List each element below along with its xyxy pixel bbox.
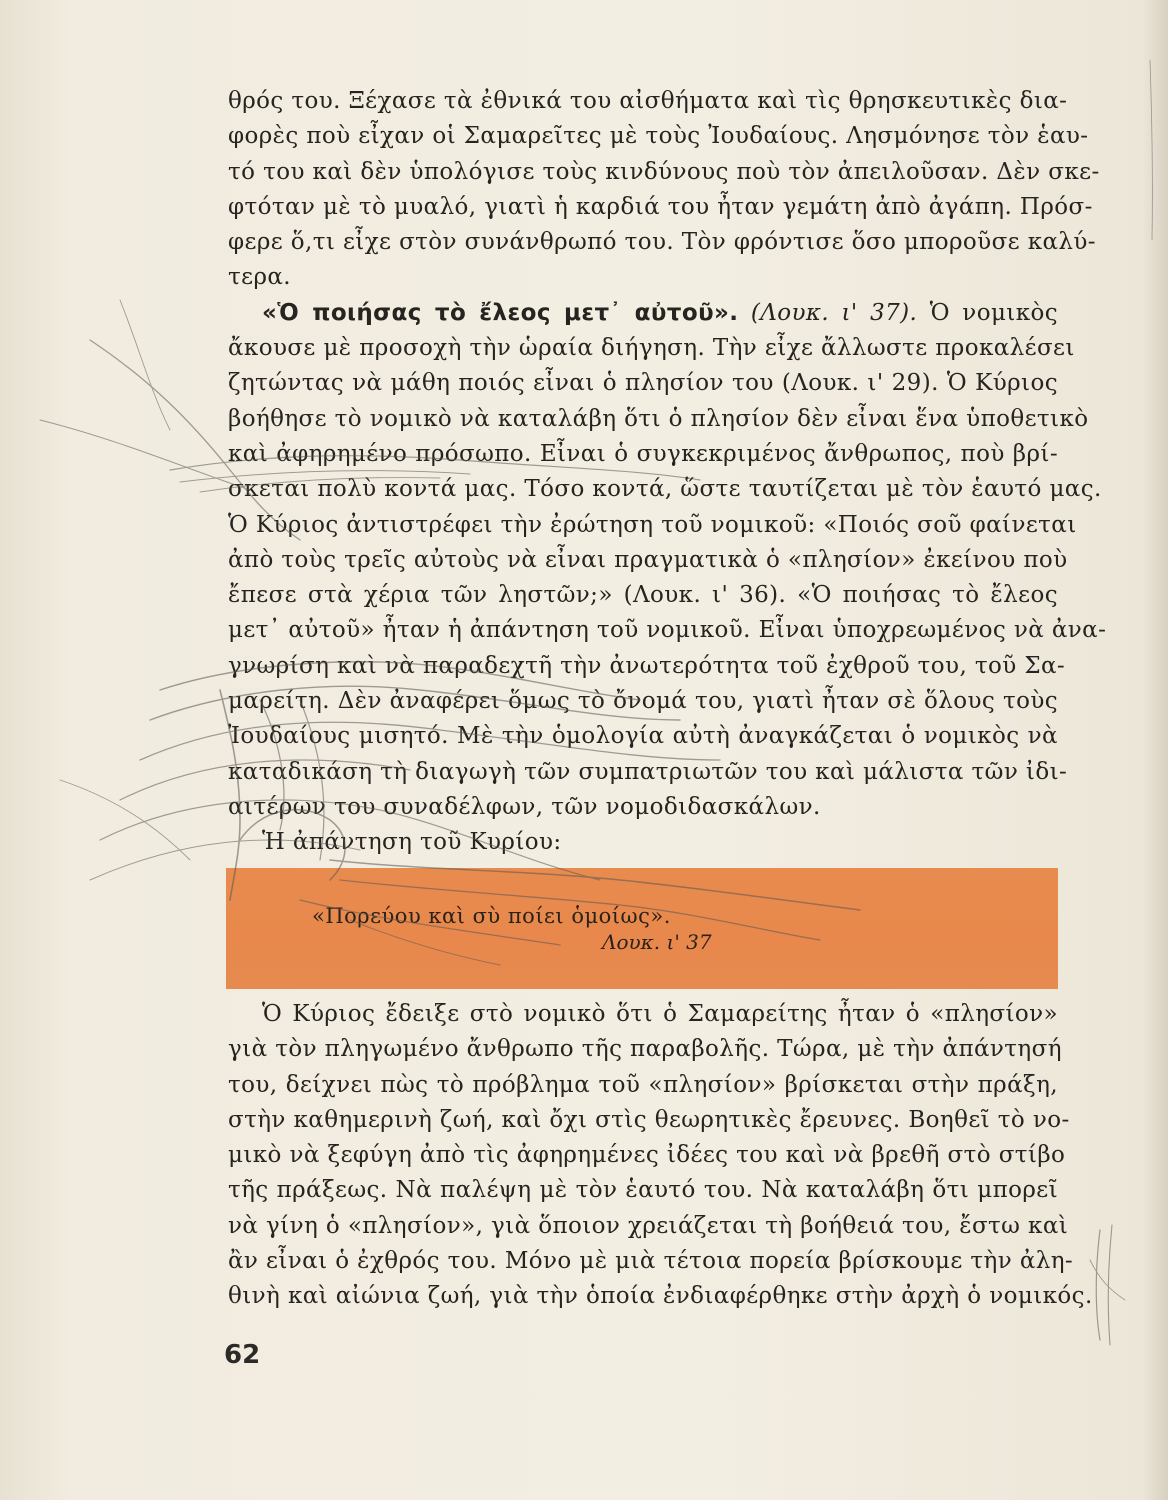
text-line: Ἰουδαίους μισητό. Μὲ τὴν ὁμολογία αὐτὴ ἀναγκάζεται ὁ νομικὸς νὰ (228, 723, 1058, 750)
text-line: μικὸ νὰ ξεφύγη ἀπὸ τὶς ἀφηρημένες ἰδέες του καὶ νὰ βρεθῆ στὸ στίβο (228, 1142, 1066, 1169)
text-line: σκεται πολὺ κοντά μας. Τόσο κοντά, ὥστε ταυτίζεται μὲ τὸν ἑαυτό μας. (228, 476, 1102, 503)
text-line: ἀπὸ τοὺς τρεῖς αὐτοὺς νὰ εἶναι πραγματικὰ ὁ «πλησίον» ἐκείνου ποὺ (228, 546, 1068, 573)
section-heading-line (228, 296, 1058, 331)
text-line: Ὁ Κύριος ἀντιστρέφει τὴν ἐρώτηση τοῦ νομικοῦ: «Ποιός σοῦ φαίνεται (228, 511, 1077, 538)
text-line: μαρείτη. Δὲν ἀναφέρει ὅμως τὸ ὄνομά του, γιατὶ ἦταν σὲ ὅλους τοὺς (228, 688, 1058, 715)
main-text-lower (228, 997, 1093, 1315)
text-line: τό του καὶ δὲν ὑπολόγισε τοὺς κινδύνους ποὺ τὸν ἀπειλοῦσαν. Δὲν σκε- (228, 158, 1100, 185)
text-line: του, δείχνει πὼς τὸ πρόβλημα τοῦ «πλησίον» βρίσκεται στὴν πράξη, (228, 1071, 1058, 1098)
section-heading-quote: «Ὁ ποιήσας τὸ ἔλεος μετ᾽ αὐτοῦ». (262, 299, 739, 326)
text-line: ζητώντας νὰ μάθη ποιός εἶναι ὁ πλησίον του (Λουκ. ι' 29). Ὁ Κύριος (228, 370, 1058, 397)
text-line: καταδικάση τὴ διαγωγὴ τῶν συμπατριωτῶν του καὶ μάλιστα τῶν ἰδι- (228, 758, 1068, 785)
scripture-reference: (Λουκ. ι' 37). (750, 299, 918, 326)
text-line: ἂν εἶναι ὁ ἐχθρός του. Μόνο μὲ μιὰ τέτοια πορεία βρίσκουμε τὴν ἀλη- (228, 1248, 1074, 1275)
text-line: μετ᾽ αὐτοῦ» ἦταν ἡ ἀπάντηση τοῦ νομικοῦ. Εἶναι ὑποχρεωμένος νὰ ἀνα- (228, 617, 1107, 644)
text-line: καὶ ἀφηρημένο πρόσωπο. Εἶναι ὁ συγκεκριμένος ἄνθρωπος, ποὺ βρί- (228, 440, 1058, 467)
text-line: φερε ὅ,τι εἶχε στὸν συνάνθρωπό του. Τὸν φρόντισε ὅσο μποροῦσε καλύ- (228, 229, 1096, 256)
text-line: στὴν καθημερινὴ ζωή, καὶ ὄχι στὶς θεωρητικὲς ἔρευνες. Βοηθεῖ τὸ νο- (228, 1106, 1070, 1133)
main-text-upper (228, 84, 1107, 861)
text-line: φορὲς ποὺ εἶχαν οἱ Σαμαρεῖτες μὲ τοὺς Ἰουδαίους. Λησμόνησε τὸν ἑαυ- (228, 123, 1089, 150)
text-line: ἄκουσε μὲ προσοχὴ τὴν ὡραία διήγηση. Τὴν εἶχε ἄλλωστε προκαλέσει (228, 335, 1075, 362)
text-line: νὰ γίνη ὁ «πλησίον», γιὰ ὅποιον χρειάζεται τὴ βοήθειά του, ἔστω καὶ (228, 1212, 1069, 1239)
text-fragment: Ὁ νομικὸς (929, 299, 1059, 326)
page-edge-shadow (1142, 0, 1168, 1500)
text-line: Ὁ Κύριος ἔδειξε στὸ νομικὸ ὅτι ὁ Σαμαρείτης ἦταν ὁ «πλησίον» (262, 1001, 1058, 1027)
text-line: Ἡ ἀπάντηση τοῦ Κυρίου: (262, 829, 562, 856)
highlighted-quote: «Πορεύου καὶ σὺ ποίει ὁμοίως». (312, 904, 671, 928)
text-line: τερα. (228, 264, 292, 291)
text-line: βοήθησε τὸ νομικὸ νὰ καταλάβη ὅτι ὁ πλησίον δὲν εἶναι ἕνα ὑποθετικὸ (228, 405, 1089, 432)
quote-highlight-band (226, 868, 1058, 989)
text-line: ἔπεσε στὰ χέρια τῶν ληστῶν;» (Λουκ. ι' 36). «Ὁ ποιήσας τὸ ἔλεος (228, 582, 1058, 609)
page-number: 62 (224, 1340, 261, 1370)
highlighted-quote-reference: Λουκ. ι' 37 (602, 930, 712, 954)
text-line: φτόταν μὲ τὸ μυαλό, γιατὶ ἡ καρδιά του ἦταν γεμάτη ἀπὸ ἀγάπη. Πρόσ- (228, 193, 1093, 220)
text-line: αιτέρων του συναδέλφων, τῶν νομοδιδασκάλων. (228, 793, 821, 820)
text-line: γιὰ τὸν πληγωμένο ἄνθρωπο τῆς παραβολῆς. Τώρα, μὲ τὴν ἀπάντησή (228, 1036, 1062, 1063)
text-line: θινὴ καὶ αἰώνια ζωή, γιὰ τὴν ὁποία ἐνδιαφέρθηκε στὴν ἀρχὴ ὁ νομικός. (228, 1283, 1093, 1310)
text-line: θρός του. Ξέχασε τὰ ἐθνικά του αἰσθήματα καὶ τὶς θρησκευτικὲς δια- (228, 88, 1068, 114)
text-line: γνωρίση καὶ νὰ παραδεχτῆ τὴν ἀνωτερότητα τοῦ ἐχθροῦ του, τοῦ Σα- (228, 652, 1066, 679)
text-line: τῆς πράξεως. Νὰ παλέψη μὲ τὸν ἑαυτό του. Νὰ καταλάβη ὅτι μπορεῖ (228, 1177, 1058, 1204)
